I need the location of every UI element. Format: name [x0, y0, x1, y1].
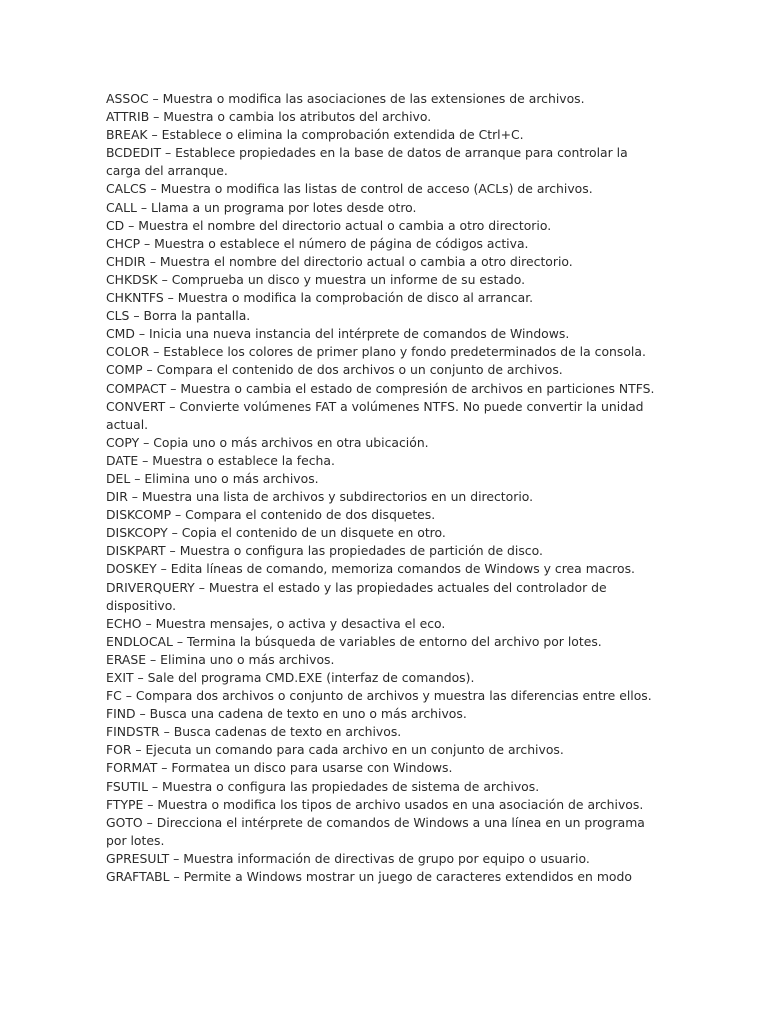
command-entry-erase: ERASE – Elimina uno o más archivos.	[106, 651, 335, 667]
command-entry-exit: EXIT – Sale del programa CMD.EXE (interfaz de comandos).	[106, 670, 475, 685]
command-entry-compact: COMPACT – Muestra o cambia el estado de compresión de archivos en particiones NTFS.	[106, 380, 655, 396]
command-entry-del: DEL – Elimina uno o más archivos.	[106, 470, 319, 486]
command-entry-bcdedit: BCDEDIT – Establece propiedades en la base de datos de arranque para controlar la carga del arranque.	[106, 145, 628, 179]
command-entry-copy: COPY – Copia uno o más archivos en otra ubicación.	[106, 434, 429, 450]
command-entry-endlocal: ENDLOCAL – Termina la búsqueda de variables de entorno del archivo por lotes.	[106, 633, 602, 649]
command-entry-doskey: DOSKEY – Edita líneas de comando, memoriza comandos de Windows y crea macros.	[106, 561, 635, 577]
command-entry-diskpart: DISKPART – Muestra o configura las propiedades de partición de disco.	[106, 543, 543, 559]
command-entry-cd: CD – Muestra el nombre del directorio actual o cambia a otro directorio.	[106, 217, 552, 233]
command-entry-find: FIND – Busca una cadena de texto en uno o más archivos.	[106, 706, 467, 722]
command-entry-break: BREAK – Establece o elimina la comprobación extendida de Ctrl+C.	[106, 127, 524, 143]
command-entry-cmd: CMD – Inicia una nueva instancia del intérprete de comandos de Windows.	[106, 326, 570, 342]
command-entry-graftabl: GRAFTABL – Permite a Windows mostrar un juego de caracteres extendidos en modo	[106, 869, 632, 885]
command-entry-fc: FC – Compara dos archivos o conjunto de archivos y muestra las diferencias entre ellos.	[106, 688, 652, 704]
command-entry-cls: CLS – Borra la pantalla.	[106, 308, 251, 324]
command-entry-chkntfs: CHKNTFS – Muestra o modifica la comprobación de disco al arrancar.	[106, 290, 534, 306]
command-entry-diskcomp: DISKCOMP – Compara el contenido de dos disquetes.	[106, 507, 436, 523]
command-list	[106, 90, 666, 886]
command-entry-calcs: CALCS – Muestra o modifica las listas de control de acceso (ACLs) de archivos.	[106, 181, 593, 197]
command-entry-ftype: FTYPE – Muestra o modifica los tipos de archivo usados en una asociación de archivos.	[106, 796, 644, 812]
command-entry-comp: COMP – Compara el contenido de dos archivos o un conjunto de archivos.	[106, 362, 563, 378]
command-entry-call: CALL – Llama a un programa por lotes desde otro.	[106, 199, 417, 215]
command-entry-chkdsk: CHKDSK – Comprueba un disco y muestra un informe de su estado.	[106, 271, 526, 287]
command-entry-color: COLOR – Establece los colores de primer plano y fondo predeterminados de la consola.	[106, 344, 646, 360]
command-entry-attrib: ATTRIB – Muestra o cambia los atributos del archivo.	[106, 109, 432, 125]
command-entry-chdir: CHDIR – Muestra el nombre del directorio actual o cambia a otro directorio.	[106, 253, 573, 269]
command-entry-for: FOR – Ejecuta un comando para cada archivo en un conjunto de archivos.	[106, 742, 564, 758]
command-entry-findstr: FINDSTR – Busca cadenas de texto en archivos.	[106, 724, 402, 740]
command-entry-date: DATE – Muestra o establece la fecha.	[106, 452, 335, 468]
command-entry-dir: DIR – Muestra una lista de archivos y subdirectorios en un directorio.	[106, 489, 534, 505]
command-entry-echo: ECHO – Muestra mensajes, o activa y desactiva el eco.	[106, 615, 446, 631]
command-entry-assoc: ASSOC – Muestra o modifica las asociaciones de las extensiones de archivos.	[106, 91, 585, 106]
command-entry-driverquery: DRIVERQUERY – Muestra el estado y las propiedades actuales del controlador de dispositivo.	[106, 579, 607, 613]
command-entry-chcp: CHCP – Muestra o establece el número de página de códigos activa.	[106, 235, 529, 251]
command-entry-gpresult: GPRESULT – Muestra información de directivas de grupo por equipo o usuario.	[106, 850, 590, 866]
command-entry-goto: GOTO – Direcciona el intérprete de comandos de Windows a una línea en un programa por lotes.	[106, 814, 645, 848]
command-entry-format: FORMAT – Formatea un disco para usarse con Windows.	[106, 760, 453, 776]
command-entry-fsutil: FSUTIL – Muestra o configura las propiedades de sistema de archivos.	[106, 778, 540, 794]
command-entry-diskcopy: DISKCOPY – Copia el contenido de un disquete en otro.	[106, 525, 446, 541]
command-entry-convert: CONVERT – Convierte volúmenes FAT a volúmenes NTFS. No puede convertir la unidad actual.	[106, 398, 644, 432]
